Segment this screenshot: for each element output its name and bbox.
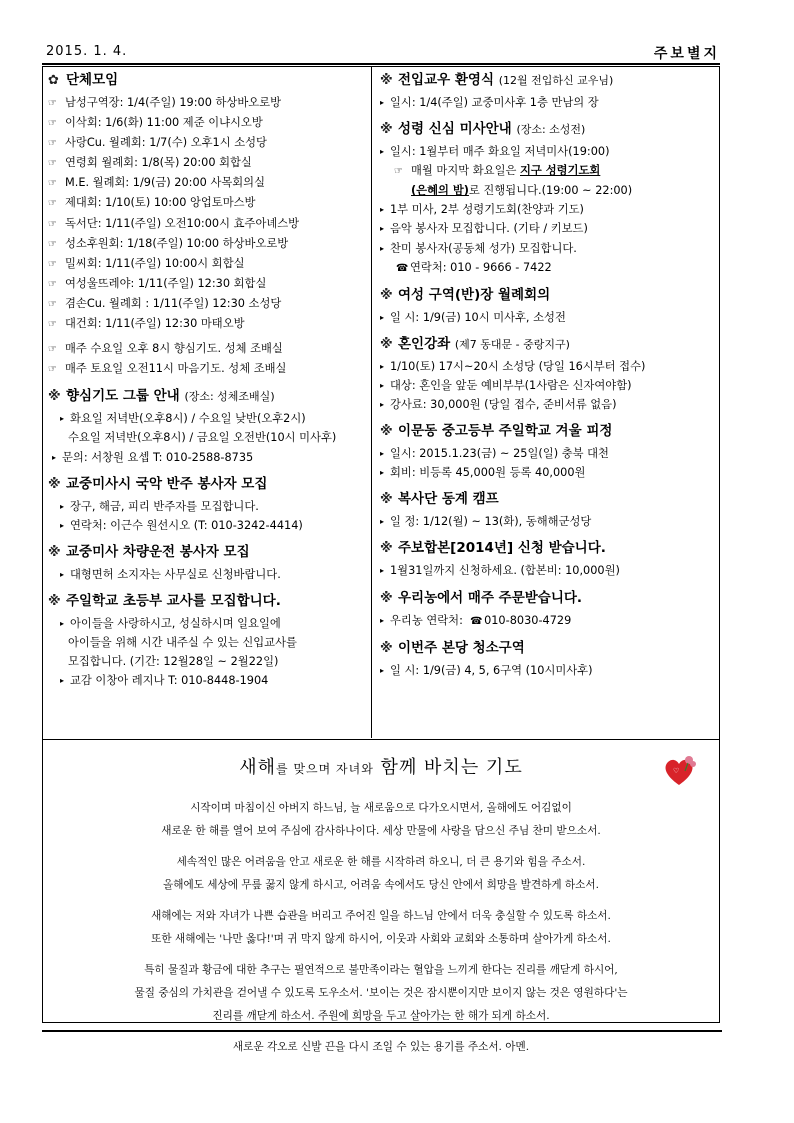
list-item: ▸ 일 시: 1/9(금) 4, 5, 6구역 (10시미사후) bbox=[380, 663, 593, 677]
list-item: ☎ 연락처: 010 - 9666 - 7422 bbox=[380, 258, 714, 278]
pointing-hand-icon: ☞ bbox=[48, 238, 57, 250]
section-welcome-newcomers bbox=[380, 70, 714, 112]
list-item: ▸ 1월31일까지 신청하세요. (합본비: 10,000원) bbox=[380, 564, 620, 578]
section-marriage-course bbox=[380, 334, 714, 414]
pointing-hand-icon: ☞ bbox=[48, 278, 57, 290]
list-item: ▸ 찬미 봉사자(공동체 성가) 모집합니다. bbox=[380, 241, 577, 255]
list-item: ☞ 연령회 월례회: 1/8(목) 20:00 회합실 bbox=[48, 153, 366, 173]
pointing-hand-icon: ☞ bbox=[48, 178, 57, 190]
list-item: ☞ 여성울뜨레야: 1/11(주일) 12:30 회합실 bbox=[48, 274, 366, 294]
prayer-title: 새해를 맞으며 자녀와 함께 바치는 기도 bbox=[239, 757, 523, 778]
list-item: ☞ 이삭회: 1/6(화) 11:00 제준 이냐시오방 bbox=[48, 113, 366, 133]
pointing-hand-icon: ☞ bbox=[48, 158, 57, 170]
list-item: ▸ 교감 이창아 레지나 T: 010-8448-1904 bbox=[60, 674, 269, 688]
list-item: ☞ 매월 마지막 화요일은 지구 성령기도회 bbox=[380, 161, 714, 181]
section-bulletin-binding bbox=[380, 538, 714, 580]
section-centering-prayer bbox=[48, 386, 366, 466]
section-title: ※ 향심기도 그룹 안내 (장소: 성체조배실) bbox=[48, 386, 366, 407]
asterisk-icon: ※ bbox=[380, 73, 393, 88]
prayer-paragraph: 새해에는 저와 자녀가 나쁜 습관을 버리고 주어진 일을 하느님 안에서 더욱 충실할 수 있도록 하소서. 또한 새해에는 '나만 옳다!'며 귀 막지 않게 하시어, 이웃과 사회와 교회와 소통하며 살아가게 하소서. bbox=[151, 910, 611, 945]
bulletin-date: 2015. 1. 4. bbox=[46, 44, 128, 59]
prayer-paragraph: 특히 물질과 황금에 대한 추구는 필연적으로 불만족이라는 혈압을 느끼게 한다는 진리를 깨닫게 하시어, 물질 중심의 가치관을 걷어낼 수 있도록 도우소서. '보이는 것은 잠시뿐이지만 보이지 않는 것은 영원하다'는 진리를 깨닫게 하소서. 주원에 희망을 두고 살아가는 한 해가 되게 하소서. bbox=[134, 964, 628, 1022]
list-item: (은혜의 밤)로 진행됩니다.(19:00 ~ 22:00) bbox=[411, 184, 633, 198]
list-item: ☞ 대건회: 1/11(주일) 12:30 마태오방 bbox=[48, 314, 366, 334]
asterisk-icon: ※ bbox=[48, 593, 61, 609]
section-women-leaders-meeting bbox=[380, 285, 714, 327]
section-holy-spirit-mass bbox=[380, 119, 714, 278]
section-title: ※ 주보합본[2014년] 신청 받습니다. bbox=[380, 538, 714, 559]
pointing-hand-icon: ☞ bbox=[48, 138, 57, 150]
section-title: ※ 우리농에서 매주 주문받습니다. bbox=[380, 588, 714, 609]
asterisk-icon: ※ bbox=[380, 640, 393, 656]
list-item: ▸ 음악 봉사자 모집합니다. (기타 / 키보드) bbox=[380, 222, 588, 236]
pointing-hand-icon: ☞ bbox=[48, 364, 57, 376]
asterisk-icon: ※ bbox=[380, 424, 393, 440]
pointing-hand-icon: ☞ bbox=[48, 118, 57, 130]
list-item: ☞ 밀씨회: 1/11(주일) 10:00시 회합실 bbox=[48, 254, 366, 274]
pointing-hand-icon: ☞ bbox=[48, 298, 57, 310]
list-item: ▸ 장구, 해금, 피리 반주자를 모집합니다. bbox=[60, 499, 259, 513]
list-item: ▸ 일시: 2015.1.23(금) ~ 25일(일) 충북 대천 bbox=[380, 447, 609, 461]
list-item: ▸ 일시: 1월부터 매주 화요일 저녁미사(19:00) bbox=[380, 145, 610, 159]
pointing-hand-icon: ☞ bbox=[48, 218, 57, 230]
asterisk-icon: ※ bbox=[380, 492, 393, 508]
column-divider bbox=[371, 66, 372, 738]
section-title: ※ 여성 구역(반)장 월례회의 bbox=[380, 285, 714, 306]
pointing-hand-icon: ☞ bbox=[394, 166, 403, 178]
svg-text:♡: ♡ bbox=[673, 767, 680, 775]
asterisk-icon: ※ bbox=[380, 122, 393, 138]
page-header bbox=[42, 42, 722, 64]
section-title: ※ 복사단 동계 캠프 bbox=[380, 489, 714, 510]
list-item: ▸ 회비: 비등록 45,000원 등록 40,000원 bbox=[380, 466, 586, 480]
section-title: ※ 혼인강좌 (제7 동대문 - 중랑지구) bbox=[380, 334, 714, 355]
footer-divider bbox=[42, 1030, 722, 1032]
list-item: 모집합니다. (기간: 12월28일 ~ 2월22일) bbox=[68, 655, 279, 669]
left-column bbox=[48, 70, 366, 697]
list-item: ☞ 제대회: 1/10(토) 10:00 앙업토마스방 bbox=[48, 193, 366, 213]
list-item: ▸ 강사료: 30,000원 (당일 접수, 준비서류 없음) bbox=[380, 398, 617, 412]
list-item: ▸ 화요일 저녁반(오후8시) / 수요일 낮반(오후2시) bbox=[60, 412, 306, 426]
pointing-hand-icon: ☞ bbox=[48, 198, 57, 210]
section-title: ✿ 단체모임 bbox=[48, 70, 366, 91]
list-item: ☞ M.E. 월례회: 1/9(금) 20:00 사목회의실 bbox=[48, 173, 366, 193]
list-item: ▸ 일 정: 1/12(월) ~ 13(화), 동해해군성당 bbox=[380, 515, 592, 529]
list-item: ▸ 대형면허 소지자는 사무실로 신청바랍니다. bbox=[60, 567, 281, 581]
list-item: 수요일 저녁반(오후8시) / 금요일 오전반(10시 미사후) bbox=[68, 431, 337, 445]
asterisk-icon: ※ bbox=[48, 544, 61, 560]
section-gugak-volunteers bbox=[48, 474, 366, 535]
asterisk-icon: ※ bbox=[48, 476, 61, 492]
list-item: ☞ 성소후원회: 1/18(주일) 10:00 하상바오로방 bbox=[48, 234, 366, 254]
list-item: ▸ 문의: 서창원 요셉 T: 010-2588-8735 bbox=[52, 450, 254, 464]
prayer-paragraph: 세속적인 많은 어려움을 안고 새로운 한 해를 시작하려 하오니, 더 큰 용기와 힘을 주소서. 올해에도 세상에 무릎 꿇지 않게 하시고, 어려움 속에서도 당신 안에서 희망을 발견하게 하소서. bbox=[162, 856, 600, 891]
section-title: ※ 이문동 중고등부 주일학교 겨울 피정 bbox=[380, 421, 714, 442]
phone-icon: ☎ bbox=[470, 615, 483, 627]
section-driver-volunteers bbox=[48, 542, 366, 584]
section-sunday-school-teachers bbox=[48, 591, 366, 690]
right-column bbox=[380, 70, 714, 687]
flower-icon: ✿ bbox=[48, 73, 59, 88]
section-title: ※ 성령 신심 미사안내 (장소: 소성전) bbox=[380, 119, 714, 140]
section-title: ※ 교중미사시 국악 반주 봉사자 모집 bbox=[48, 474, 366, 495]
list-item: ▸ 연락처: 이근수 원선시오 (T: 010-3242-4414) bbox=[60, 518, 303, 532]
list-item: ▸ 일 시: 1/9(금) 10시 미사후, 소성전 bbox=[380, 310, 566, 324]
pointing-hand-icon: ☞ bbox=[48, 344, 57, 356]
header-divider bbox=[42, 63, 720, 65]
list-item: ▸ 1부 미사, 2부 성령기도회(찬양과 기도) bbox=[380, 203, 584, 217]
list-item: ☞ 매주 토요일 오전11시 마음기도. 성체 조배실 bbox=[48, 359, 366, 379]
prayer-body bbox=[43, 797, 719, 1067]
list-item: ▸ 우리농 연락처: ☎ 010-8030-4729 bbox=[380, 611, 714, 631]
prayer-paragraph: 새로운 각오로 신발 끈을 다시 조일 수 있는 용기를 주소서. 아멘. bbox=[232, 1041, 530, 1053]
list-item: ☞ 독서단: 1/11(주일) 오전10:00시 효주아녜스방 bbox=[48, 214, 366, 234]
asterisk-icon: ※ bbox=[48, 389, 61, 405]
bulletin-title: 주보별지 bbox=[653, 46, 720, 62]
list-item: ▸ 대상: 혼인을 앞둔 예비부부(1사람은 신자여야함) bbox=[380, 378, 632, 392]
list-item: ▸ 일시: 1/4(주일) 교중미사후 1층 만남의 장 bbox=[380, 96, 599, 109]
pointing-hand-icon: ☞ bbox=[48, 319, 57, 331]
section-title: ※ 교중미사 차량운전 봉사자 모집 bbox=[48, 542, 366, 563]
asterisk-icon: ※ bbox=[380, 590, 393, 606]
list-item: ☞ 남성구역장: 1/4(주일) 19:00 하상바오로방 bbox=[48, 93, 366, 113]
new-year-prayer bbox=[42, 739, 720, 1053]
section-urinong-orders bbox=[380, 588, 714, 631]
heart-rose-icon bbox=[659, 751, 699, 791]
section-title: ※ 전입교우 환영식 (12월 전입하신 교우님) bbox=[380, 70, 714, 91]
list-item: ☞ 사랑Cu. 월례회: 1/7(수) 오후1시 소성당 bbox=[48, 133, 366, 153]
pointing-hand-icon: ☞ bbox=[48, 258, 57, 270]
asterisk-icon: ※ bbox=[380, 336, 393, 352]
asterisk-icon: ※ bbox=[380, 541, 393, 557]
section-title: ※ 주일학교 초등부 교사를 모집합니다. bbox=[48, 591, 366, 612]
section-group-meetings bbox=[48, 70, 366, 379]
section-cleaning-duty bbox=[380, 638, 714, 680]
list-item: ☞ 매주 수요일 오후 8시 향심기도. 성체 조배실 bbox=[48, 339, 366, 359]
pointing-hand-icon: ☞ bbox=[48, 98, 57, 109]
list-item: 아이들을 위해 시간 내주실 수 있는 신입교사를 bbox=[68, 635, 297, 649]
phone-icon: ☎ bbox=[396, 262, 409, 274]
prayer-paragraph: 시작이며 마침이신 아버지 하느님, 늘 새로움으로 다가오시면서, 올해에도 어김없이 새로운 한 해를 열어 보여 주심에 감사하나이다. 세상 만물에 사랑을 담으신 주님 찬미 받으소서. bbox=[161, 802, 601, 837]
list-item: ▸ 1/10(토) 17시~20시 소성당 (당일 16시부터 접수) bbox=[380, 359, 646, 373]
section-altar-server-camp bbox=[380, 489, 714, 531]
section-title: ※ 이번주 본당 청소구역 bbox=[380, 638, 714, 659]
section-winter-retreat bbox=[380, 421, 714, 482]
asterisk-icon: ※ bbox=[380, 287, 393, 303]
list-item: ☞ 겸손Cu. 월례회 : 1/11(주일) 12:30 소성당 bbox=[48, 294, 366, 314]
list-item: ▸ 아이들을 사랑하시고, 성실하시며 일요일에 bbox=[60, 616, 281, 630]
